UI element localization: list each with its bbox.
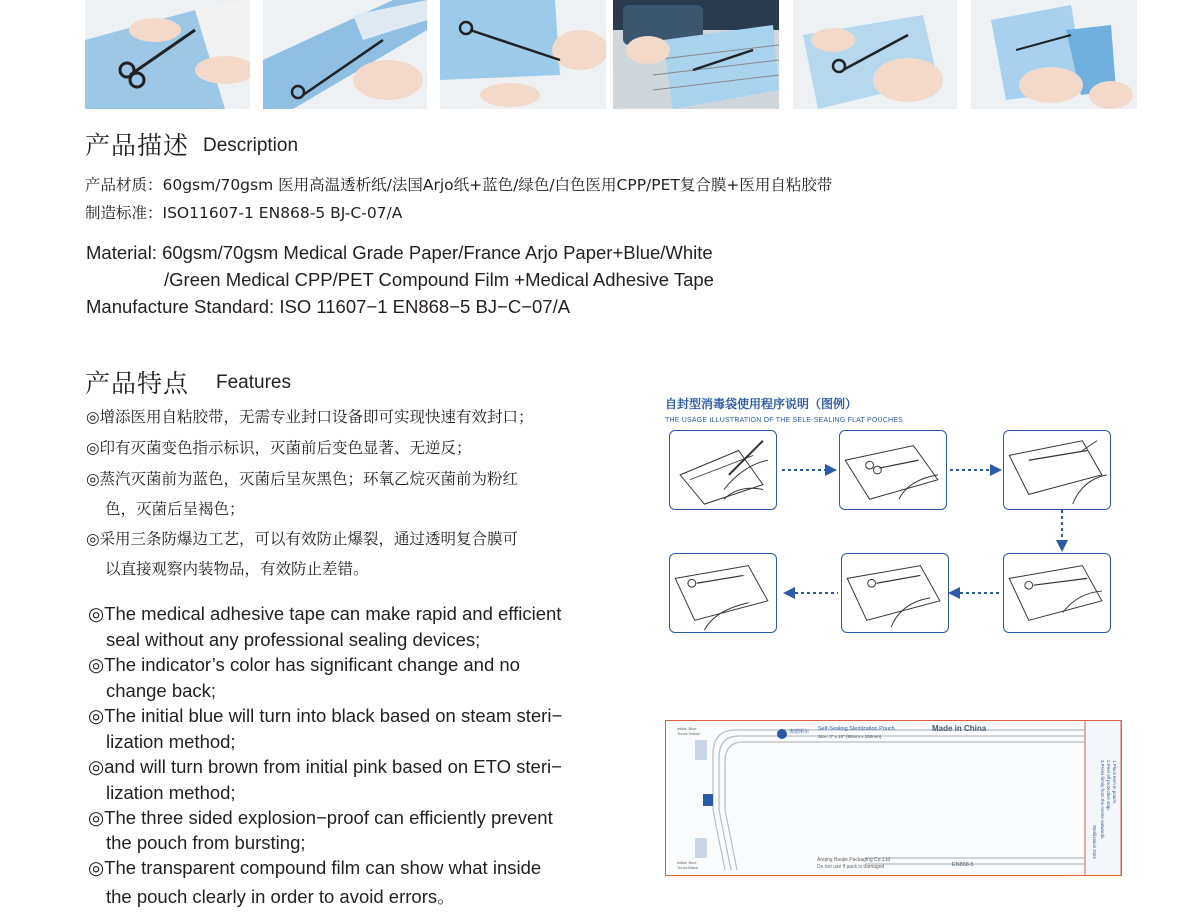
standard-en: Manufacture Standard: ISO 11607−1 EN868−5 BJ−C−07/A bbox=[86, 296, 571, 317]
autoclave-photo-icon bbox=[613, 0, 779, 109]
feature-en-6-cont: the pouch clearly in order to avoid errors。 bbox=[106, 886, 456, 907]
material-en-line-1: Material: 60gsm/70gsm Medical Grade Paper/France Arjo Paper+Blue/White bbox=[86, 242, 713, 263]
features-title-en: Features bbox=[216, 372, 291, 393]
usage-title: 自封型消毒袋使用程序说明（图例） bbox=[665, 397, 858, 411]
feature-en-1: ◎The medical adhesive tape can make rapid and efficient bbox=[88, 603, 562, 624]
photo-peel-strip bbox=[263, 0, 427, 109]
feature-cn-3: ◎蒸汽灭菌前为蓝色，灭菌后呈灰黑色；环氧乙烷灭菌前为粉红 bbox=[86, 470, 519, 488]
pouch-diagram bbox=[665, 720, 1122, 876]
feature-en-1-cont: seal without any professional sealing devices; bbox=[106, 629, 481, 650]
features-title-cn: 产品特点 bbox=[85, 369, 190, 398]
feature-cn-4-cont: 以直接观察内装物品，有效防止差错。 bbox=[105, 560, 369, 578]
brand-logo-icon bbox=[777, 729, 787, 739]
photo-insert-instrument bbox=[440, 0, 606, 109]
feature-en-2-cont: change back; bbox=[106, 680, 217, 701]
photo-hemostat-in-pouch bbox=[85, 0, 250, 109]
photo-sealed-pouch bbox=[793, 0, 957, 109]
arrow-left-icon bbox=[783, 587, 795, 599]
photo-autoclave bbox=[613, 0, 779, 109]
pouch-indicator-steam: Initial: Blue Turns:Yellow bbox=[677, 726, 700, 736]
hemostat-in-pouch-photo-icon bbox=[85, 0, 250, 109]
pouch-made-in: Made in China bbox=[932, 724, 987, 733]
pouch-illustration bbox=[665, 720, 1122, 876]
pouch-side-label: Sterilization Date bbox=[1092, 825, 1097, 860]
feature-en-5-cont: the pouch from bursting; bbox=[106, 832, 306, 853]
peel-strip-photo-icon bbox=[263, 0, 427, 109]
feature-cn-4: ◎采用三条防爆边工艺，可以有效防止爆裂，通过透明复合膜可 bbox=[86, 530, 519, 548]
feature-en-3-cont: lization method; bbox=[106, 731, 236, 752]
usage-subtitle: THE USAGE ILLUSTRATION OF THE SELE-SEALING FLAT POUCHES bbox=[665, 417, 904, 424]
pouch-product-line: Self-Sealing Sterilization Pouch bbox=[818, 726, 895, 732]
insert-instrument-photo-icon bbox=[440, 0, 606, 109]
material-cn: 产品材质：60gsm/70gsm 医用高温透析纸/法国Arjo纸+蓝色/绿色/白色医用CPP/PET复合膜+医用自粘胶带 bbox=[85, 176, 833, 194]
sealed-pouch-photo-icon bbox=[793, 0, 957, 109]
feature-cn-2: ◎印有灭菌变色指示标识，灭菌前后变色显著、无逆反； bbox=[86, 439, 472, 457]
pouch-size: Size: 3" x 10" (90mm x 260mm) bbox=[818, 734, 882, 739]
feature-en-5: ◎The three sided explosion−proof can efficiently prevent bbox=[88, 807, 553, 828]
feature-en-4: ◎and will turn brown from initial pink based on ETO steri− bbox=[88, 756, 562, 777]
feature-en-2: ◎The indicator’s color has significant change and no bbox=[88, 654, 520, 675]
description-title-cn: 产品描述 bbox=[85, 131, 190, 160]
pouch-manufacturer: Anqing Baojie Packaging Co.,Ltd bbox=[817, 857, 891, 863]
arrow-left-icon bbox=[948, 587, 960, 599]
open-pouch-photo-icon bbox=[971, 0, 1137, 109]
pouch-warning: Do not use if pack is damaged bbox=[817, 864, 885, 870]
feature-en-6: ◎The transparent compound film can show what inside bbox=[88, 857, 542, 878]
usage-flow-arrows bbox=[660, 440, 1130, 620]
pouch-indicator-eto: Initial: Blue Turns:Black bbox=[677, 860, 698, 870]
feature-en-3: ◎The initial blue will turn into black based on steam steri− bbox=[88, 705, 563, 726]
arrow-down-icon bbox=[1056, 540, 1068, 552]
arrow-right-icon bbox=[825, 464, 837, 476]
arrow-right-icon bbox=[990, 464, 1002, 476]
feature-en-4-cont: lization method; bbox=[106, 782, 236, 803]
photo-open-pouch bbox=[971, 0, 1137, 109]
pouch-brand: 奥德斯尔 bbox=[789, 729, 810, 735]
description-title-en: Description bbox=[203, 135, 299, 156]
feature-cn-3-cont: 色，灭菌后呈褐色； bbox=[105, 500, 245, 518]
feature-cn-1: ◎增添医用自粘胶带，无需专业封口设备即可实现快速有效封口； bbox=[86, 408, 534, 426]
pouch-instructions: 1.Place item in pouch. 2.Peel off protective strip. 3.Press firmly from the centre outwards. bbox=[1100, 760, 1117, 840]
material-en-line-2: /Green Medical CPP/PET Compound Film +Medical Adhesive Tape bbox=[164, 269, 714, 290]
pouch-standard: EN868-5 bbox=[952, 862, 974, 868]
standard-cn: 制造标准：ISO11607-1 EN868-5 BJ-C-07/A bbox=[85, 204, 403, 222]
